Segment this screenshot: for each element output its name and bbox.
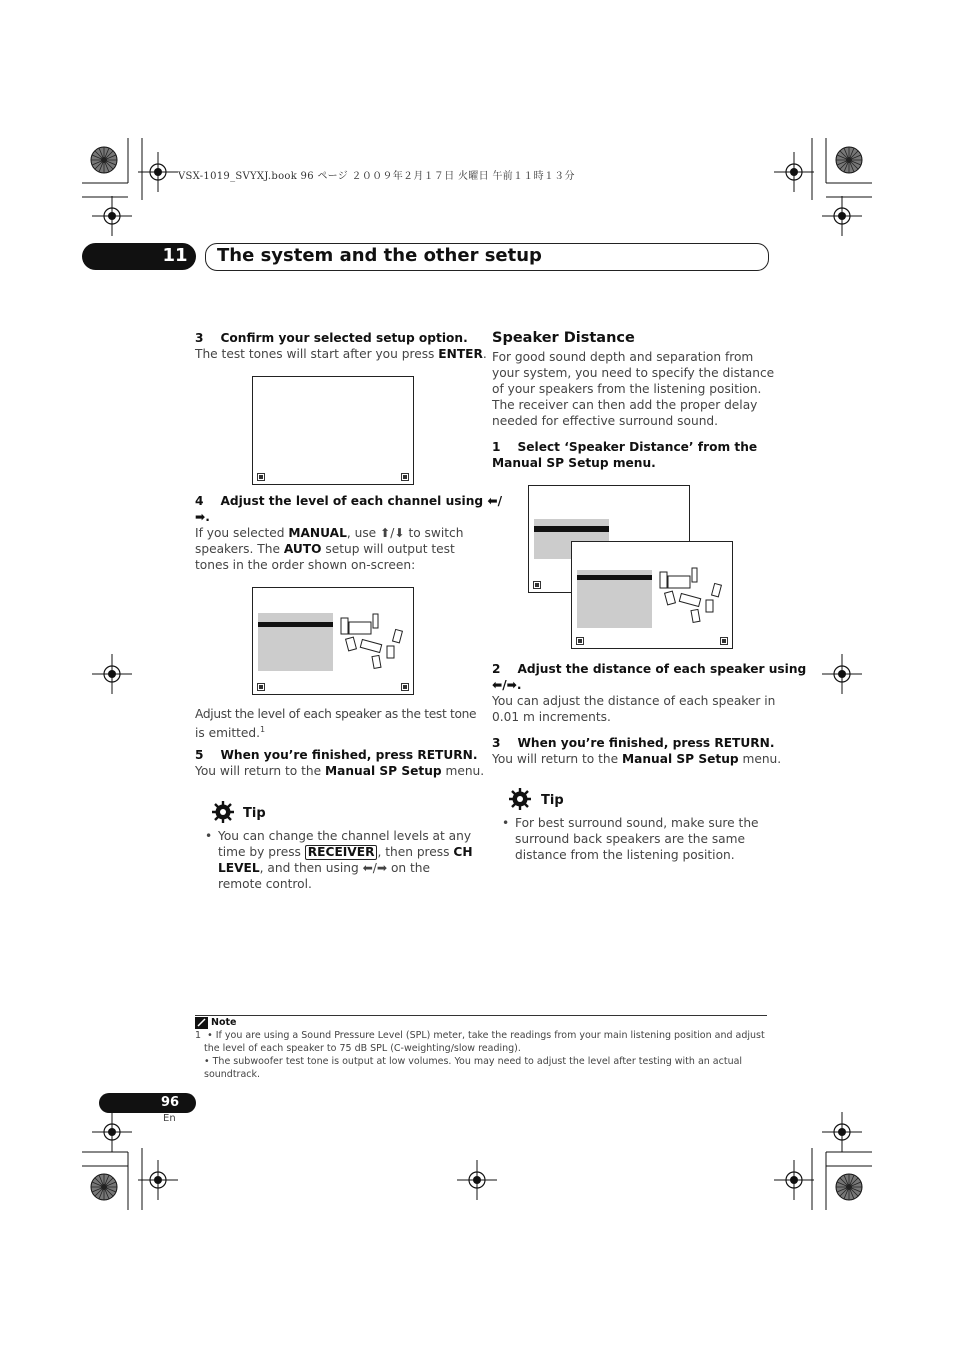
chapter-title: The system and the other setup [217, 245, 542, 266]
screen-test-tone [252, 376, 414, 485]
left-step-4: 4 Adjust the level of each channel using ⬅/ [195, 494, 503, 508]
page-number: 96 [160, 1095, 180, 1110]
speaker-layout-illustration [339, 608, 411, 670]
menu-selected-row [534, 526, 609, 532]
footnote-ref: 1 [260, 725, 266, 734]
screen-corner-icon [401, 683, 409, 691]
tip-lightbulb-icon [508, 787, 532, 811]
adjust-text-line1: Adjust the level of each speaker as the test tone [195, 707, 477, 721]
intro-line-4: The receiver can then add the proper delay [492, 398, 758, 412]
note-label: Note [211, 1017, 237, 1028]
tip-line-2: surround back speakers are the same [515, 832, 746, 846]
intro-line-2: your system, you need to specify the distance [492, 366, 775, 380]
receiver-button-label: RECEIVER [305, 845, 378, 860]
left-step-4-text-3: tones in the order shown on-screen: [195, 558, 416, 572]
screen-corner-icon [401, 473, 409, 481]
speaker-layout-illustration [658, 562, 730, 624]
right-step-2: 2 Adjust the distance of each speaker using [492, 662, 807, 676]
tip-line-3: distance from the listening position. [515, 848, 735, 862]
print-header: VSX-1019_SVYXJ.book 96 ページ ２００９年２月１７日 火曜日 午前１１時１３分 [178, 171, 575, 182]
right-step-2-line2: ⬅/➡. [492, 678, 522, 692]
right-step-1-line2: Manual SP Setup menu. [492, 456, 656, 470]
page-language: En [163, 1113, 176, 1124]
tip-line-2: time by press RECEIVER , then press CH [218, 845, 473, 859]
left-step-4-text-2: speakers. The AUTO setup will output test [195, 542, 455, 556]
section-heading-speaker-distance: Speaker Distance [492, 330, 635, 346]
screen-corner-icon [257, 473, 265, 481]
screen-channel-level [252, 587, 414, 695]
screen-corner-icon [533, 581, 541, 589]
right-step-2-text-1: You can adjust the distance of each speaker in [492, 694, 776, 708]
intro-line-1: For good sound depth and separation from [492, 350, 754, 364]
left-step-4-text-1: If you selected MANUAL, use ⬆/⬇ to switch [195, 526, 464, 540]
intro-line-5: needed for effective surround sound. [492, 414, 719, 428]
tip-line-1: For best surround sound, make sure the [515, 816, 759, 830]
left-step-5-text: You will return to the Manual SP Setup menu. [195, 764, 485, 778]
tip-line-1: You can change the channel levels at any [218, 829, 472, 843]
note-line-4: soundtrack. [204, 1069, 261, 1080]
right-step-3-text: You will return to the Manual SP Setup menu. [492, 752, 782, 766]
adjust-text-line2: is emitted.$^1$ [195, 725, 266, 741]
left-step-3-text: The test tones will start after you press ENTER. [195, 347, 487, 361]
right-step-1: 1 Select ‘Speaker Distance’ from the [492, 440, 758, 454]
right-step-2-text-2: 0.01 m increments. [492, 710, 611, 724]
note-divider [195, 1015, 767, 1016]
left-step-3: 3 Confirm your selected setup option. [195, 331, 468, 345]
chapter-number: 11 [162, 245, 188, 266]
tip-line-4: remote control. [218, 877, 312, 891]
screen-speaker-distance [571, 541, 733, 649]
menu-selected-row [258, 622, 333, 627]
tip-lightbulb-icon [211, 800, 235, 824]
tip-bullet: • [205, 829, 213, 843]
menu-selected-row [577, 575, 652, 580]
left-step-5: 5 When you’re finished, press RETURN. [195, 748, 478, 762]
intro-line-3: of your speakers from the listening position. [492, 382, 762, 396]
right-step-3: 3 When you’re finished, press RETURN. [492, 736, 775, 750]
note-line-1: 1 • If you are using a Sound Pressure Level (SPL) meter, take the readings from your main listening position and adjust [195, 1030, 765, 1041]
screen-corner-icon [257, 683, 265, 691]
tip-label: Tip [243, 806, 266, 821]
screen-corner-icon [720, 637, 728, 645]
note-line-3: • The subwoofer test tone is output at low volumes. You may need to adjust the level after testing with an actual [204, 1056, 743, 1067]
tip-line-3: LEVEL, and then using ⬅/➡ on the [218, 861, 431, 875]
note-line-2: the level of each speaker to 75 dB SPL (C-weighting/slow reading). [204, 1043, 521, 1054]
tip-bullet: • [502, 816, 510, 830]
left-step-4-line2: ➡. [195, 510, 210, 524]
screen-corner-icon [576, 637, 584, 645]
tip-label: Tip [541, 793, 564, 808]
note-pencil-icon [195, 1017, 208, 1029]
